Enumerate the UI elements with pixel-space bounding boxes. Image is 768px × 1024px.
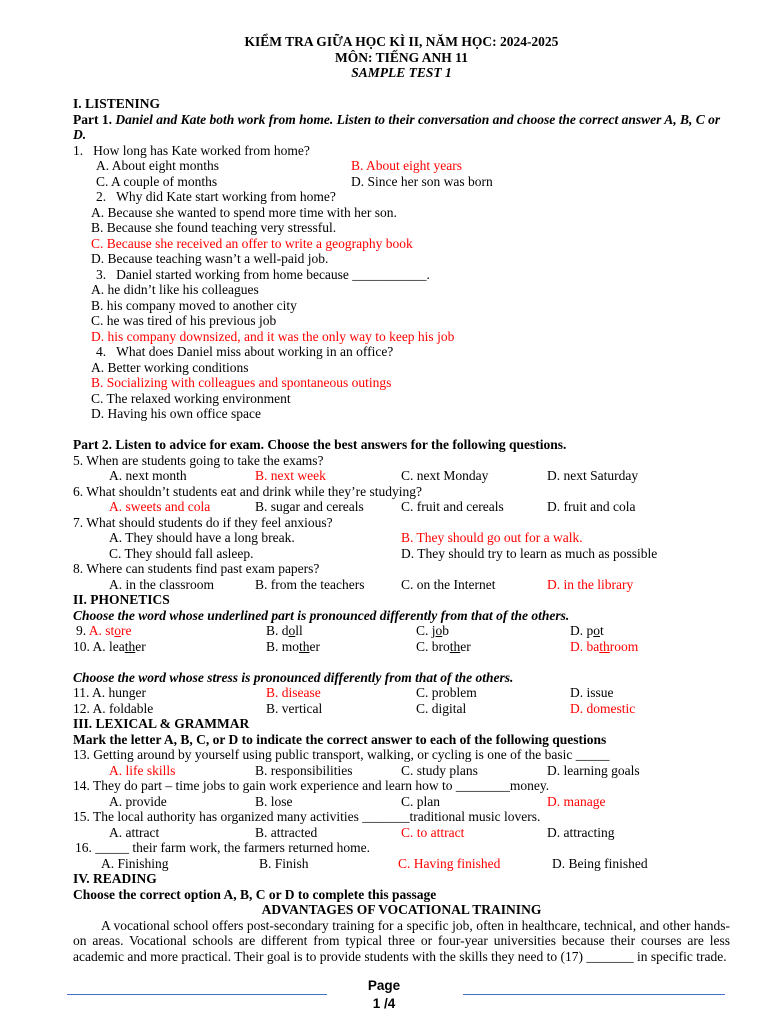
option-c: C. next Monday [401, 468, 489, 483]
question-8-options [73, 577, 730, 593]
option-c: C. They should fall asleep. [109, 545, 254, 561]
question-5-options [73, 468, 730, 484]
option-b: B. next week [255, 468, 326, 483]
word-part: B. mo [266, 638, 300, 654]
option-b: B. About eight years [351, 158, 462, 173]
option-d: D. Since her son was born [351, 173, 493, 189]
question-number: 10. [73, 638, 90, 654]
word-part: A. st [88, 623, 115, 638]
exam-page [73, 34, 730, 964]
option-c: C. A couple of months [96, 173, 218, 189]
part1-label: Part 1. [73, 111, 112, 127]
question-7-options-row2 [73, 546, 730, 562]
option-b: B. Socializing with colleagues and spontaneous outings [91, 375, 392, 390]
option-a: 11. A. hunger [73, 685, 146, 700]
question-2 [73, 189, 730, 205]
option-c: C. fruit and cereals [401, 499, 504, 514]
option-b: B. attracted [255, 824, 318, 840]
option-a: A. Because she wanted to spend more time with her son. [91, 204, 397, 220]
option-d: D. domestic [570, 700, 636, 716]
reading-instruction: Choose the correct option A, B, C or D to complete this passage [73, 886, 437, 902]
option-c: C. problem [416, 685, 477, 700]
question-15-options [73, 825, 730, 841]
option-c [416, 639, 570, 655]
question-16-options [73, 856, 730, 872]
exam-title: KIỂM TRA GIỮA HỌC KÌ II, NĂM HỌC: 2024-2025 [244, 34, 559, 49]
option-b: B. his company moved to another city [91, 297, 297, 313]
option-d: D. his company downsized, and it was the only way to keep his job [91, 328, 455, 344]
underlined-part: th [449, 638, 461, 654]
option-a: A. sweets and cola [109, 499, 211, 514]
question-10 [73, 639, 730, 655]
option-d: D. They should try to learn as much as possible [401, 545, 658, 561]
option-a [73, 623, 266, 639]
option-b [266, 639, 416, 655]
option-d: D. Being finished [552, 855, 648, 871]
option-a: 12. A. foldable [73, 700, 154, 716]
option-a: A. provide [109, 793, 167, 809]
option-b: B. from the teachers [255, 576, 365, 592]
option-d: D. attracting [547, 824, 615, 840]
option-d: D. issue [570, 685, 614, 700]
option-a: A. attract [109, 824, 160, 840]
option-d: D. manage [547, 793, 606, 809]
question-number: 3. [96, 266, 107, 282]
option-c: C. he was tired of his previous job [91, 313, 277, 328]
option-a: A. next month [109, 468, 187, 483]
section-lexical-heading: III. LEXICAL & GRAMMAR [73, 716, 250, 731]
option-b: B. responsibilities [255, 762, 353, 778]
section-phonetics-heading: II. PHONETICS [73, 592, 170, 607]
question-number: 4. [96, 344, 107, 359]
passage-text: A vocational school offers post-secondary training for a specific job, often in healthcare, technical, and other hands-on areas. Vocational schools are different from typical three or four-year universities because their courses are less academic and more practical. Their goal is to provide students with the skills they need to (17) _______ in specific trade. [73, 917, 730, 964]
underlined-part: th [599, 638, 610, 654]
footer-page-label: Page [367, 978, 401, 993]
question-1-options-row2 [73, 174, 730, 190]
option-d: D. in the library [547, 576, 634, 592]
passage-title: ADVANTAGES OF VOCATIONAL TRAINING [261, 902, 542, 917]
word-part: b [442, 623, 450, 638]
option-b: B. Because she found teaching very stressful. [91, 220, 337, 235]
question-7: 7. What should students do if they feel anxious? [73, 514, 333, 530]
exam-subject: MÔN: TIẾNG ANH 11 [335, 49, 468, 65]
word-part: C. bro [416, 638, 450, 654]
question-12 [73, 701, 730, 717]
option-c: C. on the Internet [401, 576, 496, 592]
option-a: A. he didn’t like his colleagues [91, 282, 259, 297]
question-14-options [73, 794, 730, 810]
question-text: Daniel started working from home because ___________. [116, 266, 430, 282]
option-d: D. Having his own office space [91, 406, 261, 421]
question-8: 8. Where can students find past exam papers? [73, 561, 320, 576]
part1-instruction [73, 112, 730, 143]
option-d: D. next Saturday [547, 468, 639, 483]
word-part: er [309, 638, 321, 654]
option-a [73, 639, 266, 655]
word-part: room [609, 638, 639, 654]
word-part: er [135, 638, 146, 654]
lexical-instruction: Mark the letter A, B, C, or D to indicate the correct answer to each of the following questions [73, 731, 607, 747]
word-part: t [600, 623, 604, 638]
question-text: How long has Kate worked from home? [93, 142, 310, 158]
word-part: re [121, 623, 132, 638]
word-part: D. p [570, 623, 594, 638]
option-c: C. Having finished [398, 855, 501, 871]
option-a: A. They should have a long break. [109, 530, 295, 545]
exam-test-name: SAMPLE TEST 1 [351, 65, 452, 80]
question-4 [73, 344, 730, 360]
part2-instruction: Part 2. Listen to advice for exam. Choose the best answers for the following questions. [73, 437, 567, 452]
option-d [570, 623, 604, 639]
option-d: D. fruit and cola [547, 499, 636, 514]
option-b: B. vertical [266, 700, 323, 716]
question-15: 15. The local authority has organized many activities _______traditional music lovers. [73, 809, 541, 824]
underlined-part: th [299, 638, 310, 654]
question-14: 14. They do part – time jobs to gain work experience and learn how to ________money. [73, 778, 550, 793]
option-d: D. learning goals [547, 762, 640, 778]
option-b: B. They should go out for a walk. [401, 530, 583, 545]
question-6-options [73, 499, 730, 515]
section-listening-heading: I. LISTENING [73, 96, 161, 111]
question-3 [73, 267, 730, 283]
option-c: C. plan [401, 793, 440, 809]
option-d: D. Because teaching wasn’t a well-paid job. [91, 251, 329, 266]
option-a: A. Better working conditions [91, 359, 249, 375]
underlined-part: o [114, 623, 122, 638]
option-b: B. sugar and cereals [255, 499, 364, 514]
question-7-options-row1 [73, 530, 730, 546]
question-11 [73, 685, 730, 701]
question-13: 13. Getting around by yourself using public transport, walking, or cycling is one of the basic _____ [73, 747, 610, 762]
question-16: 16. _____ their farm work, the farmers returned home. [75, 840, 371, 855]
question-1-options-row1 [73, 158, 730, 174]
option-b: B. disease [266, 685, 321, 700]
question-6: 6. What shouldn’t students eat and drink while they’re studying? [73, 483, 422, 499]
word-part: er [460, 638, 471, 654]
phonetics-instruction-1: Choose the word whose underlined part is pronounced differently from that of the others. [73, 607, 570, 623]
part1-text: Daniel and Kate both work from home. Listen to their conversation and choose the correct answer A, B, C or D. [73, 111, 721, 142]
section-reading-heading: IV. READING [73, 871, 157, 886]
question-text: What does Daniel miss about working in an office? [116, 344, 394, 359]
option-c: C. digital [416, 700, 467, 716]
question-1 [73, 143, 730, 159]
option-a: A. in the classroom [109, 576, 214, 592]
word-part: B. d [266, 623, 289, 638]
underlined-part: o [435, 623, 443, 638]
option-b: B. lose [255, 793, 293, 809]
option-c: C. study plans [401, 762, 478, 778]
underlined-part: o [593, 623, 600, 638]
underlined-part: o [288, 623, 296, 638]
word-part: C. j [416, 623, 436, 638]
question-5: 5. When are students going to take the exams? [73, 452, 324, 468]
footer-line-right [463, 994, 725, 995]
question-text: Why did Kate start working from home? [116, 189, 336, 204]
option-c: C. The relaxed working environment [91, 390, 291, 406]
option-a: A. life skills [109, 762, 176, 778]
phonetics-instruction-2: Choose the word whose stress is pronounced differently from that of the others. [73, 669, 514, 685]
option-b [266, 623, 416, 639]
question-number: 2. [96, 189, 107, 204]
option-a: A. Finishing [101, 855, 169, 871]
word-part: A. lea [92, 638, 125, 654]
option-a: A. About eight months [96, 158, 220, 173]
option-c: C. to attract [401, 824, 465, 840]
word-part: ll [295, 623, 303, 638]
question-9 [73, 623, 730, 639]
underlined-part: th [124, 638, 136, 654]
question-number: 1. [73, 142, 84, 158]
question-13-options [73, 763, 730, 779]
question-number: 9. [76, 623, 87, 638]
option-d [570, 639, 638, 655]
footer-page-number: 1 /4 [372, 996, 396, 1011]
option-c: C. Because she received an offer to write a geography book [91, 235, 413, 251]
word-part: D. ba [570, 638, 600, 654]
option-b: B. Finish [259, 855, 309, 871]
option-c [416, 623, 570, 639]
footer-line-left [67, 994, 327, 995]
